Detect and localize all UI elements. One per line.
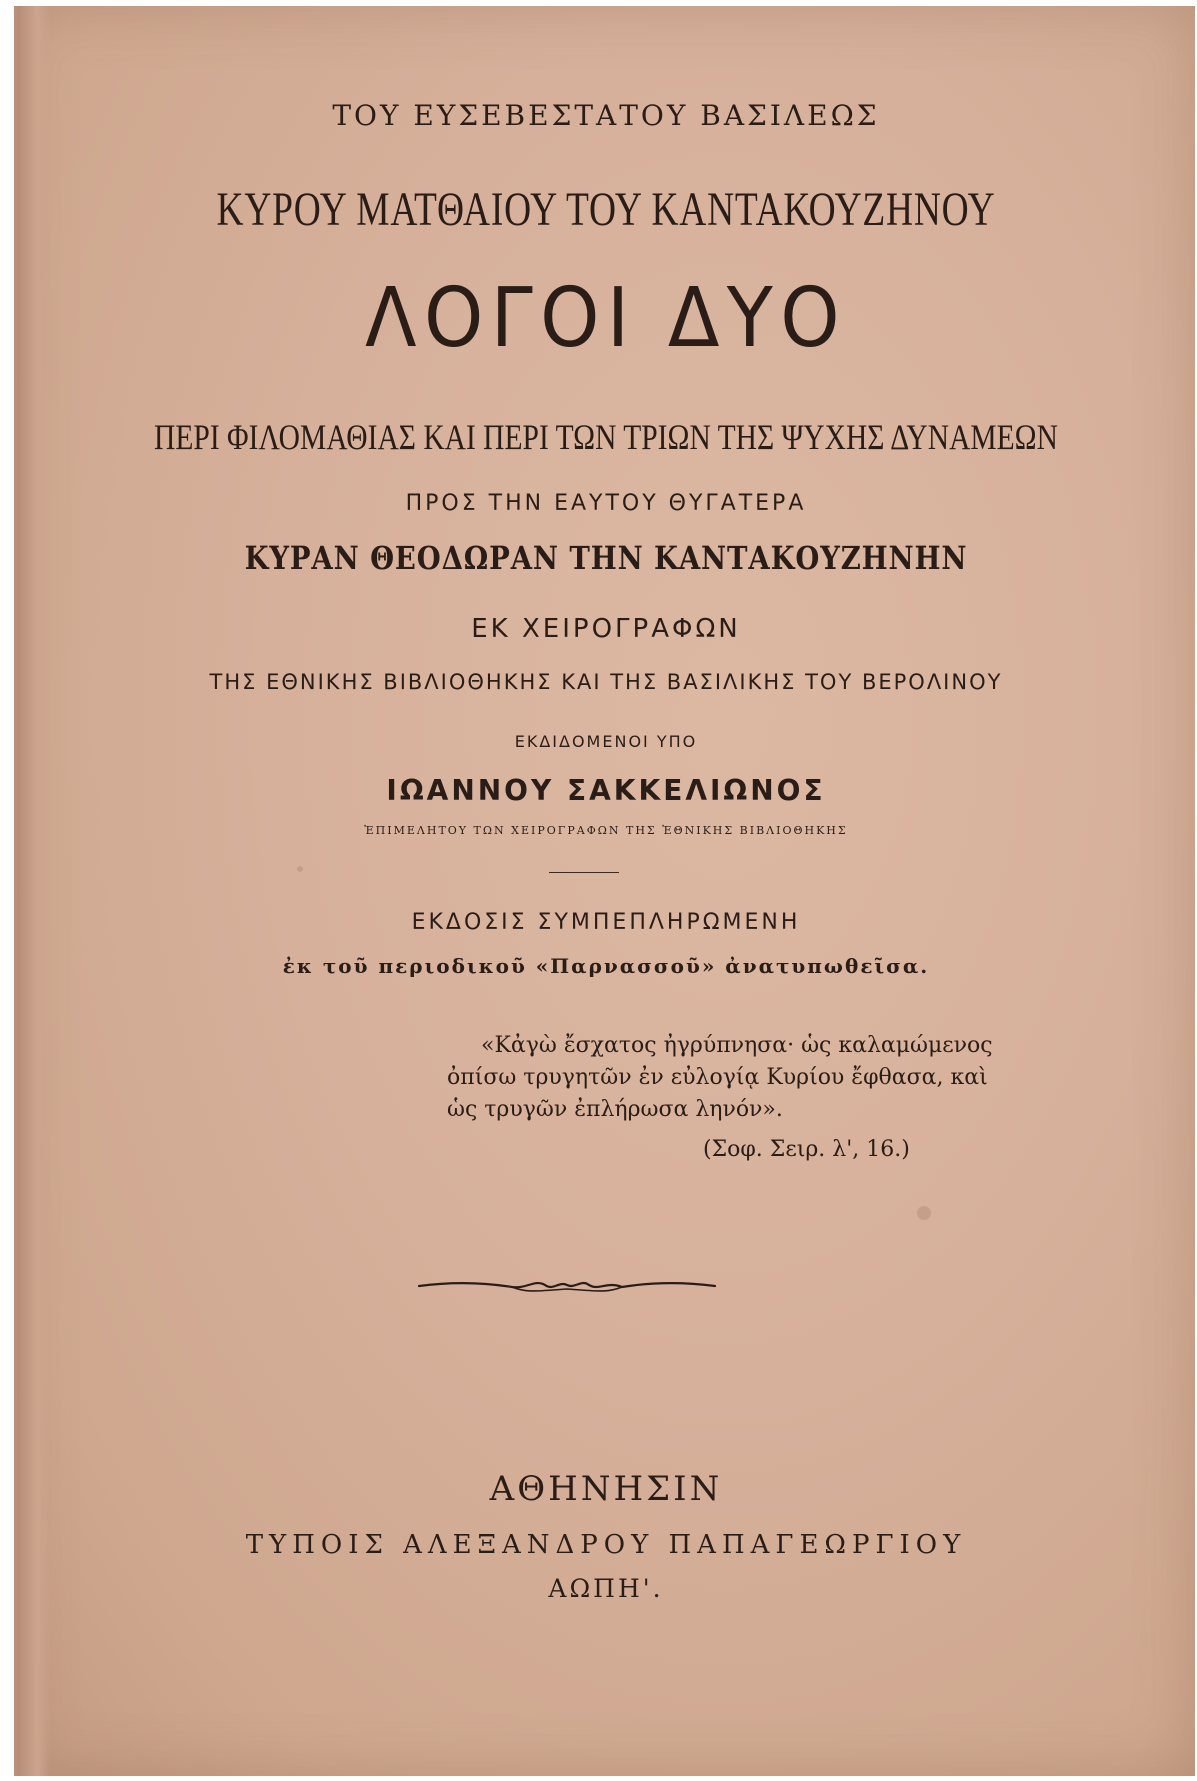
ornament-flourish xyxy=(417,1271,717,1301)
divider-rule xyxy=(549,872,619,873)
imprint-printer: ΤΥΠΟΙΣ ΑΛΕΞΑΝΔΡΟΥ ΠΑΠΑΓΕΩΡΓΙΟΥ xyxy=(245,1530,967,1560)
paper-stain xyxy=(297,866,303,872)
edition-note: ἐκ τοῦ περιοδικοῦ «Παρνασσοῦ» ἀνατυπωθεῖσα. xyxy=(282,954,930,978)
imprint-place: ΑΘΗΝΗΣΙΝ xyxy=(489,1469,723,1509)
epigraph-citation: (Σοφ. Σειρ. λ', 16.) xyxy=(703,1137,910,1162)
imprint-year: ΑΩΠΗ'. xyxy=(548,1574,664,1603)
edited-by-line: ΕΚΔΙΔΟΜΕΝΟΙ ΥΠΟ xyxy=(514,732,698,751)
author-line: ΚΥΡΟΥ ΜΑΤΘΑΙΟΥ ΤΟΥ ΚΑΝΤΑΚΟΥΖΗΝΟΥ xyxy=(216,183,996,236)
dedication-line: ΤΟΥ ΕΥΣΕΒΕΣΤΑΤΟΥ ΒΑΣΙΛΕΩΣ xyxy=(332,99,880,132)
addressee-intro: ΠΡΟΣ ΤΗΝ ΕΑΥΤΟΥ ΘΥΓΑΤΕΡΑ xyxy=(405,491,807,516)
epigraph-line: ὀπίσω τρυγητῶν ἐν εὐλογίᾳ Κυρίου ἔφθασα, καὶ xyxy=(447,1065,988,1090)
epigraph-line: «Κἀγὼ ἔσχατος ἠγρύπνησα· ὡς καλαμώμενος xyxy=(481,1033,993,1058)
editor-name: ΙΩΑΝΝΟΥ ΣΑΚΚΕΛΙΩΝΟΣ xyxy=(386,774,826,807)
editor-title: ἘΠΙΜΕΛΗΤΟΥ ΤΩΝ ΧΕΙΡΟΓΡΑΦΩΝ ΤΗΣ ἘΘΝΙΚΗΣ ΒΙΒΛΙΟΘΗΚΗΣ xyxy=(364,824,848,837)
epigraph xyxy=(447,1030,1001,1166)
addressee-name: ΚΥΡΑΝ ΘΕΟΔΩΡΑΝ ΤΗΝ ΚΑΝΤΑΚΟΥΖΗΝΗΝ xyxy=(244,539,968,577)
libraries-line: ΤΗΣ ΕΘΝΙΚΗΣ ΒΙΒΛΙΟΘΗΚΗΣ ΚΑΙ ΤΗΣ ΒΑΣΙΛΙΚΗΣ ΤΟΥ ΒΕΡΟΛΙΝΟΥ xyxy=(209,670,1003,694)
main-title: ΛΟΓΟΙ ΔΥΟ xyxy=(365,271,847,366)
edition-line: ΕΚΔΟΣΙΣ ΣΥΜΠΕΠΛΗΡΩΜΕΝΗ xyxy=(411,910,801,935)
subtitle: ΠΕΡΙ ΦΙΛΟΜΑΘΙΑΣ ΚΑΙ ΠΕΡΙ ΤΩΝ ΤΡΙΩΝ ΤΗΣ ΨΥΧΗΣ ΔΥΝΑΜΕΩΝ xyxy=(154,417,1058,457)
source-line: ΕΚ ΧΕΙΡΟΓΡΑΦΩΝ xyxy=(471,614,741,644)
page-spine-edge xyxy=(17,6,51,1776)
epigraph-line: ὡς τρυγῶν ἐπλήρωσα ληνόν». xyxy=(447,1097,783,1122)
paper-stain xyxy=(917,1206,931,1220)
title-page xyxy=(14,6,1195,1776)
